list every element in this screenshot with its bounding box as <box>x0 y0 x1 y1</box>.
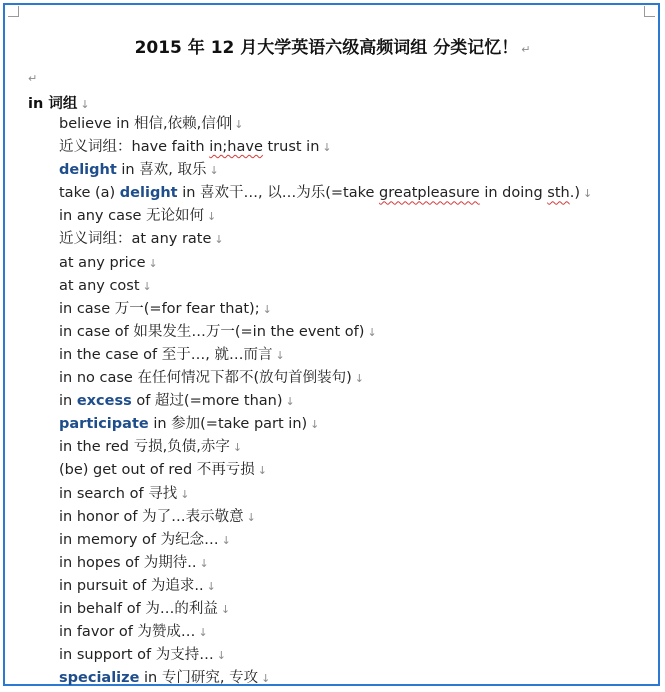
phrase-line[interactable] <box>59 369 592 392</box>
phrase-text[interactable]: in case of 如果发生…万一(=in the event of) <box>59 323 365 340</box>
line-break-icon: ↓ <box>285 395 295 409</box>
phrase-text[interactable]: take (a) <box>59 185 120 202</box>
phrase-line[interactable] <box>59 254 592 277</box>
phrase-line[interactable] <box>59 323 592 346</box>
line-break-icon: ↓ <box>207 210 217 224</box>
phrase-line[interactable] <box>59 346 592 369</box>
line-break-icon: ↓ <box>198 626 208 640</box>
line-break-icon: ↓ <box>148 256 158 270</box>
empty-paragraph-mark-icon: ↵ <box>28 72 38 85</box>
phrase-line[interactable] <box>59 207 592 230</box>
phrase-line[interactable] <box>59 554 592 577</box>
keyword-text[interactable]: participate <box>59 416 149 433</box>
phrase-line[interactable] <box>59 508 592 531</box>
paragraph-mark-icon: ↵ <box>521 43 531 56</box>
line-break-icon: ↓ <box>221 533 231 547</box>
section-heading[interactable] <box>28 92 90 113</box>
phrase-line[interactable] <box>59 577 592 600</box>
phrase-text[interactable]: in search of 寻找 <box>59 485 178 502</box>
line-break-icon: ↓ <box>209 164 219 178</box>
phrase-text[interactable]: .) <box>569 185 580 202</box>
phrase-line[interactable] <box>59 623 592 646</box>
phrase-text[interactable]: at any cost <box>59 277 140 294</box>
phrase-line[interactable] <box>59 600 592 623</box>
phrase-text[interactable]: in the red 亏损,负债,赤字 <box>59 439 230 456</box>
line-break-icon: ↓ <box>261 672 271 686</box>
phrase-text[interactable]: in doing <box>479 185 548 202</box>
phrase-text[interactable]: in 喜欢干…, 以…为乐(=take <box>177 185 380 202</box>
phrase-text[interactable]: in any case 无论如何 <box>59 208 205 225</box>
phrase-text[interactable]: in honor of 为了…表示敬意 <box>59 508 244 525</box>
phrase-text[interactable]: believe in 相信,依赖,信仰 <box>59 116 231 132</box>
line-break-icon: ↓ <box>246 510 256 524</box>
text-cursor <box>230 115 231 130</box>
phrase-line[interactable] <box>59 392 592 415</box>
phrase-text[interactable]: in favor of 为赞成… <box>59 624 196 641</box>
line-break-icon: ↓ <box>583 187 593 201</box>
phrase-text[interactable]: in memory of 为纪念… <box>59 531 219 548</box>
phrase-text[interactable]: in 喜欢, 取乐 <box>116 162 207 179</box>
phrase-text[interactable]: in 专门研究, 专攻 <box>139 670 259 687</box>
line-break-icon: ↓ <box>206 579 216 593</box>
spellcheck-word[interactable]: sth <box>547 185 570 202</box>
phrase-line[interactable] <box>59 438 592 461</box>
document-title[interactable] <box>0 33 665 58</box>
keyword-text[interactable]: delight <box>59 162 117 179</box>
line-break-icon: ↓ <box>214 233 224 247</box>
line-break-icon: ↓ <box>310 418 320 432</box>
crop-mark-top-right <box>644 6 655 17</box>
phrase-text[interactable]: in the case of 至于…, 就…而言 <box>59 346 273 363</box>
phrase-text[interactable]: in behalf of 为…的利益 <box>59 600 218 617</box>
phrase-line[interactable] <box>59 184 592 207</box>
phrase-text[interactable]: in 参加(=take part in) <box>148 416 308 433</box>
line-break-icon: ↓ <box>142 279 152 293</box>
phrase-text[interactable]: in support of 为支持… <box>59 647 214 664</box>
line-break-icon: ↓ <box>262 302 272 316</box>
line-break-icon: ↓ <box>80 98 90 111</box>
crop-mark-top-left <box>8 6 19 17</box>
phrase-text[interactable]: (be) get out of red 不再亏损 <box>59 462 255 479</box>
phrase-line[interactable] <box>59 669 592 692</box>
line-break-icon: ↓ <box>354 372 364 386</box>
phrase-text[interactable]: in pursuit of 为追求.. <box>59 577 204 594</box>
phrase-line[interactable] <box>59 485 592 508</box>
phrase-list <box>59 115 592 692</box>
phrase-text[interactable]: in no case 在任何情况下都不(放句首倒装句) <box>59 370 352 387</box>
line-break-icon: ↓ <box>234 118 244 131</box>
phrase-text[interactable]: in case 万一(=for fear that); <box>59 300 260 317</box>
phrase-line[interactable] <box>59 415 592 438</box>
line-break-icon: ↓ <box>220 602 231 616</box>
phrase-line[interactable] <box>59 138 592 161</box>
phrase-text[interactable]: 近义词组：at any rate <box>59 231 212 248</box>
line-break-icon: ↓ <box>322 141 332 155</box>
keyword-text[interactable]: specialize <box>59 670 140 687</box>
phrase-text[interactable]: in hopes of 为期待.. <box>59 554 197 571</box>
line-break-icon: ↓ <box>257 464 268 478</box>
phrase-line[interactable] <box>59 161 592 184</box>
line-break-icon: ↓ <box>275 348 285 362</box>
line-break-icon: ↓ <box>180 487 190 501</box>
phrase-line[interactable] <box>59 300 592 323</box>
keyword-text[interactable]: excess <box>76 393 132 410</box>
phrase-line[interactable] <box>59 461 592 484</box>
phrase-line[interactable] <box>59 646 592 669</box>
line-break-icon: ↓ <box>199 556 209 570</box>
line-break-icon: ↓ <box>216 649 226 663</box>
phrase-line[interactable] <box>59 115 592 138</box>
spellcheck-word[interactable]: in;have <box>209 139 263 156</box>
keyword-text[interactable]: delight <box>119 185 178 202</box>
phrase-text[interactable]: 近义词组：have faith <box>59 139 210 156</box>
phrase-line[interactable] <box>59 531 592 554</box>
phrase-line[interactable] <box>59 230 592 253</box>
phrase-text[interactable]: trust in <box>262 139 320 156</box>
phrase-text[interactable]: of 超过(=more than) <box>131 393 283 410</box>
line-break-icon: ↓ <box>232 441 243 455</box>
title-text[interactable]: 2015 年 12 月大学英语六级高频词组 分类记忆！ <box>134 38 519 58</box>
line-break-icon: ↓ <box>367 325 377 339</box>
spellcheck-word[interactable]: greatpleasure <box>379 185 480 202</box>
phrase-line[interactable] <box>59 277 592 300</box>
phrase-text[interactable]: in <box>59 393 77 410</box>
phrase-text[interactable]: at any price <box>59 254 146 271</box>
section-heading-text[interactable]: in 词组 <box>28 96 78 112</box>
